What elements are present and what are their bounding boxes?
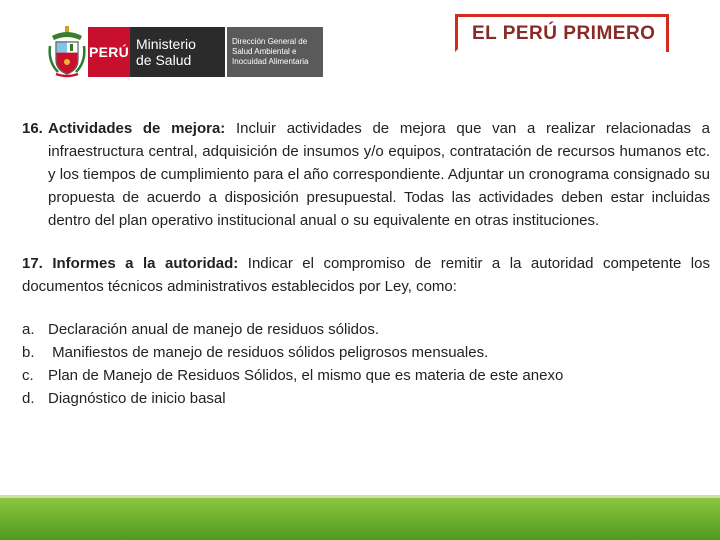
minsa-logo xyxy=(88,27,323,77)
section-16-number: 16. xyxy=(22,120,43,137)
list-item xyxy=(22,341,710,364)
page-header xyxy=(0,0,720,95)
section-17 xyxy=(22,252,710,298)
direccion-line2: Salud Ambiental e xyxy=(232,47,297,56)
peru-label: PERÚ xyxy=(88,27,130,77)
section-16-title: Actividades de mejora: xyxy=(48,120,226,137)
list-item xyxy=(22,364,710,387)
list-item-letter: a. xyxy=(22,321,35,338)
list-item-letter: d. xyxy=(22,390,35,407)
section-16-text xyxy=(48,117,710,232)
ministerio-line2: de Salud xyxy=(136,52,192,68)
footer-bar xyxy=(0,498,720,540)
section-16-body: Incluir actividades de mejora que van a realizar relacionadas a infraestructura central, adquisición de insumos y/o equipos, contratación de recursos humanos etc. y los tiempos de cumplimiento para el año correspondiente. Adjuntar un cronograma consignado su propuesta de acuerdo a disposición presupuestal. Todas las actividades deben estar incluidas dentro del plan operativo institucional anual o su equivalente en otras instituciones. xyxy=(48,120,711,229)
peru-coat-of-arms-icon xyxy=(48,26,86,78)
list-item-letter: c. xyxy=(22,367,34,384)
ministerio-de-salud-label xyxy=(130,27,225,77)
list-item-text: Manifiestos de manejo de residuos sólidos peligrosos mensuales. xyxy=(48,344,489,361)
slogan-text: EL PERÚ PRIMERO xyxy=(469,23,658,45)
section-17-body: Indicar el compromiso de remitir a la autoridad competente los documentos técnicos administrativos establecidos por Ley, como: xyxy=(22,255,710,295)
ministerio-line1: Ministerio xyxy=(136,36,196,52)
peru-primero-logo xyxy=(455,14,669,52)
direccion-general-label xyxy=(227,27,323,77)
direccion-line3: Inocuidad Alimentaria xyxy=(232,57,309,66)
section-17-title: 17. Informes a la autoridad: xyxy=(22,255,239,272)
list-item-text: Declaración anual de manejo de residuos sólidos. xyxy=(48,321,380,338)
document-body xyxy=(22,117,710,410)
section-16 xyxy=(22,117,710,232)
list-item-text: Diagnóstico de inicio basal xyxy=(48,390,226,407)
list-item-letter: b. xyxy=(22,344,35,361)
list-item-text: Plan de Manejo de Residuos Sólidos, el mismo que es materia de este anexo xyxy=(48,367,564,384)
direccion-line1: Dirección General de xyxy=(232,37,308,46)
list-item xyxy=(22,387,710,410)
report-list xyxy=(22,318,710,410)
list-item xyxy=(22,318,710,341)
